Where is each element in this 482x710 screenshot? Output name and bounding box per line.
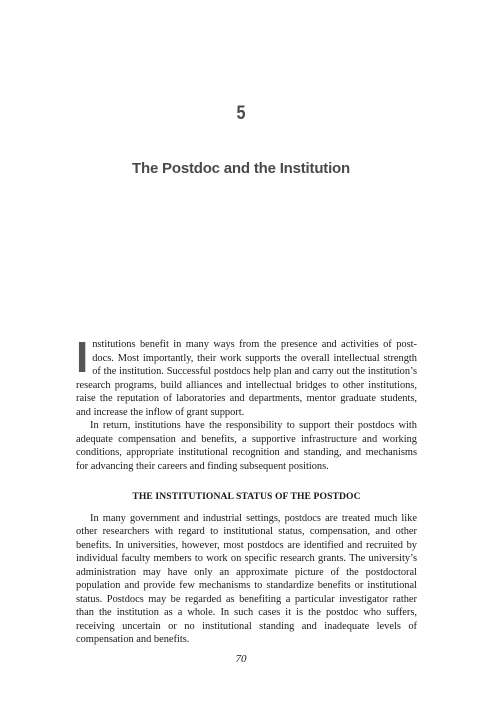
drop-cap: I	[76, 333, 89, 382]
chapter-title: The Postdoc and the Institution	[132, 160, 350, 177]
intro-text: nstitutions benefit in many ways from the presence and activities of post-docs. Most importantly, their work supports the overall intellectual strength of the institution. Successful postdocs help plan and carry out the institution’s research programs, build alliances and intellectual bridges to other institutions, raise the reputation of laboratories and departments, mentor graduate students, and increase the inflow of grant support.	[76, 339, 417, 418]
paragraph-2: In return, institutions have the responsibility to support their postdocs with adequate compensation and benefits, a supportive infrastructure and working conditions, appropriate institutional recognition and standing, and mechanisms for advancing their careers and finding subsequent positions.	[76, 420, 417, 472]
body-text	[76, 333, 417, 647]
chapter-number: 5	[236, 103, 246, 124]
intro-paragraph	[76, 333, 417, 419]
page-number: 70	[235, 653, 247, 665]
section-heading: THE INSTITUTIONAL STATUS OF THE POSTDOC	[132, 491, 361, 502]
paragraph-3: In many government and industrial settings, postdocs are treated much like other researchers with regard to institutional status, compensation, and other benefits. In universities, however, most postdocs are identified and recruited by individual faculty members to work on specific research grants. The university’s administration may have only an approximate picture of the postdoctoral population and provide few mechanisms to standardize benefits or institutional status. Postdocs may be regarded as benefiting a particular investigator rather than the institution as a whole. In such cases it is the postdoc who suffers, receiving uncertain or no institutional standing and inadequate levels of compensation and benefits.	[76, 512, 417, 645]
